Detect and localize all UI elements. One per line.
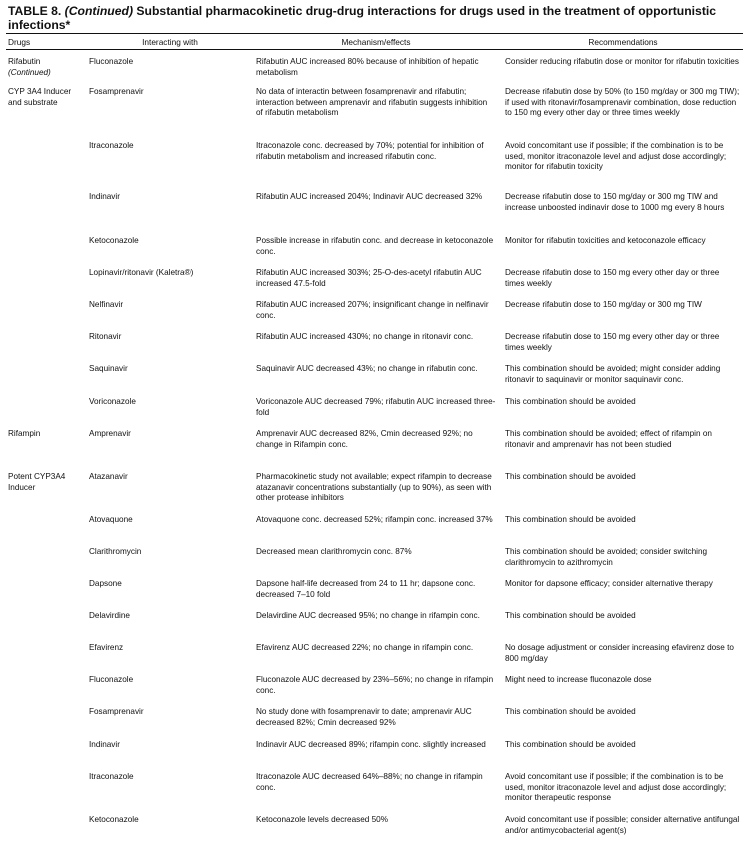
- interacting-drug-cell: Lopinavir/ritonavir (Kaletra®): [89, 268, 194, 277]
- drug-name: Potent CYP3A4 Inducer: [8, 472, 66, 492]
- mechanism-cell: No data of interactin between fosamprenavir and rifabutin; interaction between amprenavir and rifabutin suggests inhibition of rifabutin metabolism: [256, 87, 488, 118]
- recommendation-cell: Avoid concomitant use if possible; if the combination is to be used, monitor itraconazole level and adjust dose accordingly; monitor therapeutic response: [505, 772, 727, 803]
- recommendation-cell: This combination should be avoided: [505, 472, 636, 481]
- interacting-drug-cell: Itraconazole: [89, 772, 134, 781]
- recommendation-cell: Monitor for dapsone efficacy; consider alternative therapy: [505, 579, 713, 588]
- drug-name: Rifampin: [8, 429, 41, 438]
- interacting-drug-cell: Atovaquone: [89, 515, 133, 524]
- mechanism-cell: Voriconazole AUC decreased 79%; rifabutin AUC increased three-fold: [256, 397, 496, 417]
- interacting-drug-cell: Nelfinavir: [89, 300, 124, 309]
- header-recommendations: Recommendations: [588, 37, 658, 47]
- mechanism-cell: Rifabutin AUC increased 80% because of inhibition of hepatic metabolism: [256, 57, 479, 77]
- recommendation-cell: This combination should be avoided; might consider adding ritonavir to saquinavir or monitor saquinavir conc.: [505, 364, 721, 384]
- drug-cell: [8, 57, 84, 78]
- mechanism-cell: Saquinavir AUC decreased 43%; no change in rifabutin conc.: [256, 364, 478, 373]
- interacting-drug-cell: Ketoconazole: [89, 815, 139, 824]
- header-mechanism: Mechanism/effects: [341, 37, 411, 47]
- mechanism-cell: Fluconazole AUC decreased by 23%–56%; no change in rifampin conc.: [256, 675, 494, 695]
- interacting-drug-cell: Atazanavir: [89, 472, 128, 481]
- mechanism-cell: Possible increase in rifabutin conc. and decrease in ketoconazole conc.: [256, 236, 494, 256]
- mechanism-cell: Ketoconazole levels decreased 50%: [256, 815, 388, 824]
- header-interacting-with: Interacting with: [142, 37, 198, 47]
- recommendation-cell: No dosage adjustment or consider increasing efavirenz dose to 800 mg/day: [505, 643, 734, 663]
- mechanism-cell: Dapsone half-life decreased from 24 to 11 hr; dapsone conc. decreased 7–10 fold: [256, 579, 476, 599]
- recommendation-cell: This combination should be avoided: [505, 397, 636, 406]
- recommendation-cell: Decrease rifabutin dose to 150 mg every other day or three times weekly: [505, 332, 720, 352]
- mechanism-cell: Decreased mean clarithromycin conc. 87%: [256, 547, 412, 556]
- header-drugs: Drugs: [8, 37, 31, 47]
- interacting-drug-cell: Clarithromycin: [89, 547, 142, 556]
- recommendation-cell: Avoid concomitant use if possible; if the combination is to be used, monitor itraconazole level and adjust dose accordingly; monitor for rifabutin toxicity: [505, 141, 727, 172]
- interacting-drug-cell: Indinavir: [89, 192, 120, 201]
- header-rule: [6, 49, 743, 50]
- recommendation-cell: This combination should be avoided; consider switching clarithromycin to azithromycin: [505, 547, 708, 567]
- recommendation-cell: Decrease rifabutin dose to 150 mg/day or 300 mg TIW: [505, 300, 702, 309]
- title-text: Substantial pharmacokinetic drug-drug interactions for drugs used in the treatment of opportunistic infections*: [8, 4, 717, 32]
- recommendation-cell: Decrease rifabutin dose by 50% (to 150 mg/day or 300 mg TIW); if used with ritonavir/fosamprenavir combination, dose reduction to 150 mg every other day or three times weekly: [505, 87, 740, 118]
- drug-name: CYP 3A4 Inducer and substrate: [8, 87, 72, 107]
- interacting-drug-cell: Dapsone: [89, 579, 122, 588]
- interacting-drug-cell: Efavirenz: [89, 643, 124, 652]
- mechanism-cell: Indinavir AUC decreased 89%; rifampin conc. slightly increased: [256, 740, 486, 749]
- interacting-drug-cell: Fluconazole: [89, 675, 134, 684]
- mechanism-cell: Delavirdine AUC decreased 95%; no change in rifampin conc.: [256, 611, 480, 620]
- drug-cell: [8, 472, 84, 493]
- title-continued: (Continued): [64, 4, 134, 18]
- recommendation-cell: Consider reducing rifabutin dose or monitor for rifabutin toxicities: [505, 57, 739, 66]
- recommendation-cell: Avoid concomitant use if possible; consider alternative antifungal and/or antimycobacterial agent(s): [505, 815, 740, 835]
- interacting-drug-cell: Voriconazole: [89, 397, 136, 406]
- mechanism-cell: Itraconazole conc. decreased by 70%; potential for inhibition of rifabutin metabolism and increased rifabutin conc.: [256, 141, 484, 161]
- drug-cell: [8, 87, 84, 108]
- recommendation-cell: This combination should be avoided: [505, 740, 636, 749]
- recommendation-cell: This combination should be avoided: [505, 707, 636, 716]
- interacting-drug-cell: Amprenavir: [89, 429, 131, 438]
- mechanism-cell: No study done with fosamprenavir to date; amprenavir AUC decreased 82%; Cmin decreased 92%: [256, 707, 472, 727]
- interacting-drug-cell: Fluconazole: [89, 57, 134, 66]
- interacting-drug-cell: Saquinavir: [89, 364, 128, 373]
- mechanism-cell: Amprenavir AUC decreased 82%, Cmin decreased 92%; no change in Rifampin conc.: [256, 429, 473, 449]
- top-rule: [6, 33, 743, 34]
- mechanism-cell: Rifabutin AUC increased 303%; 25-O-des-acetyl rifabutin AUC increased 47.5-fold: [256, 268, 482, 288]
- mechanism-cell: Itraconazole AUC decreased 64%–88%; no change in rifampin conc.: [256, 772, 483, 792]
- interacting-drug-cell: Ketoconazole: [89, 236, 139, 245]
- recommendation-cell: This combination should be avoided: [505, 611, 636, 620]
- interacting-drug-cell: Ritonavir: [89, 332, 122, 341]
- mechanism-cell: Rifabutin AUC increased 204%; Indinavir AUC decreased 32%: [256, 192, 483, 201]
- recommendation-cell: This combination should be avoided; effect of rifampin on ritonavir and amprenavir has not been studied: [505, 429, 712, 449]
- recommendation-cell: Monitor for rifabutin toxicities and ketoconazole efficacy: [505, 236, 706, 245]
- recommendation-cell: Decrease rifabutin dose to 150 mg every other day or three times weekly: [505, 268, 720, 288]
- title-prefix: TABLE 8.: [8, 4, 65, 18]
- recommendation-cell: Decrease rifabutin dose to 150 mg/day or 300 mg TIW and increase unboosted indinavir dose to 1000 mg every 8 hours: [505, 192, 725, 212]
- drug-name: Rifabutin: [8, 57, 41, 66]
- mechanism-cell: Efavirenz AUC decreased 22%; no change in rifampin conc.: [256, 643, 474, 652]
- mechanism-cell: Rifabutin AUC increased 207%; insignificant change in nelfinavir conc.: [256, 300, 489, 320]
- interacting-drug-cell: Fosamprenavir: [89, 87, 144, 96]
- mechanism-cell: Rifabutin AUC increased 430%; no change in ritonavir conc.: [256, 332, 474, 341]
- drug-note: (Continued): [8, 67, 51, 77]
- mechanism-cell: Atovaquone conc. decreased 52%; rifampin conc. increased 37%: [256, 515, 493, 524]
- mechanism-cell: Pharmacokinetic study not available; expect rifampin to decrease atazanavir concentrations substantially (up to 90%), as seen with other protease inhibitors: [256, 472, 492, 503]
- interacting-drug-cell: Indinavir: [89, 740, 120, 749]
- recommendation-cell: Might need to increase fluconazole dose: [505, 675, 652, 684]
- interacting-drug-cell: Fosamprenavir: [89, 707, 144, 716]
- table-title: [8, 4, 743, 32]
- interacting-drug-cell: Delavirdine: [89, 611, 130, 620]
- recommendation-cell: This combination should be avoided: [505, 515, 636, 524]
- interacting-drug-cell: Itraconazole: [89, 141, 134, 150]
- drug-cell: [8, 429, 84, 440]
